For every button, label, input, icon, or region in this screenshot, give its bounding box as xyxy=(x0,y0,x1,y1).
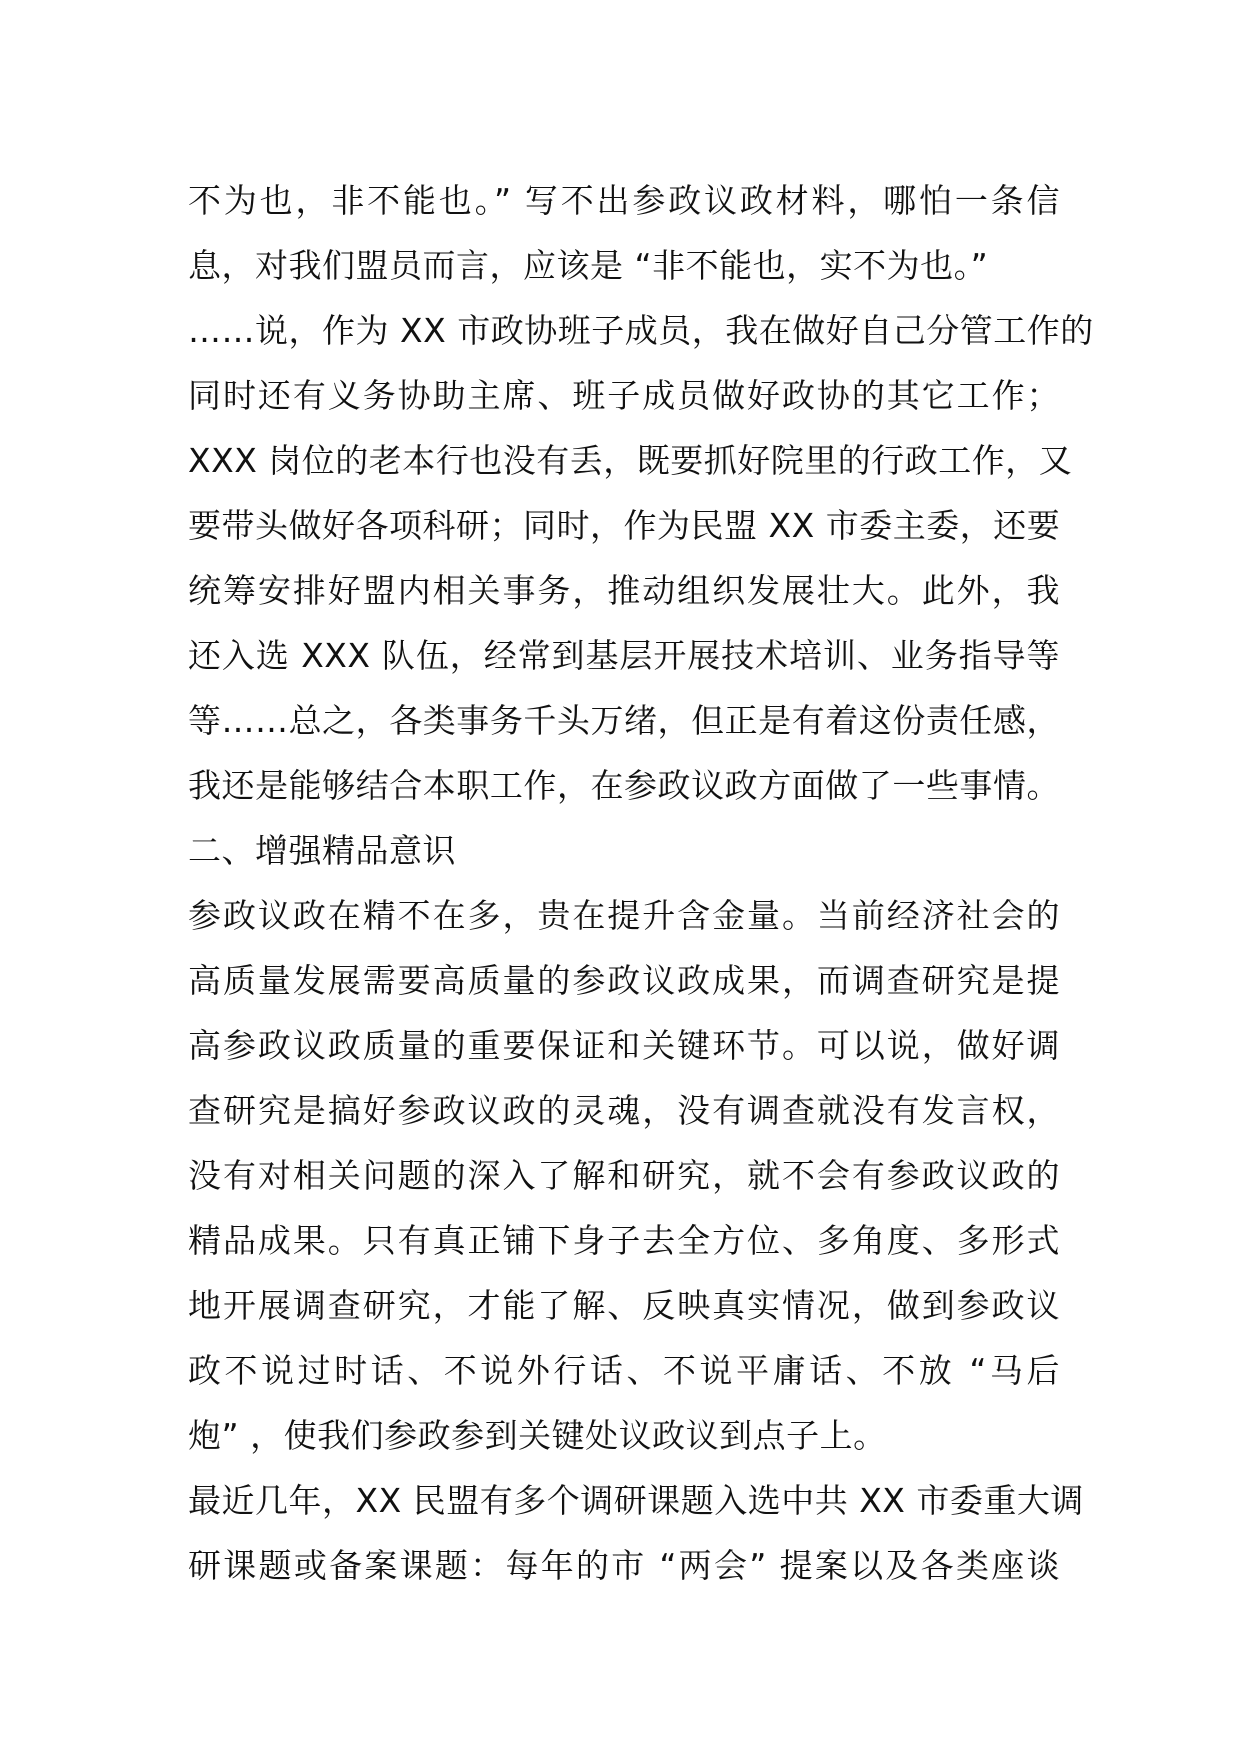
text-line: 参政议政在精不在多，贵在提升含金量。当前经济社会的 xyxy=(188,896,1060,935)
text-line: 精品成果。只有真正铺下身子去全方位、多角度、多形式 xyxy=(188,1221,1060,1260)
text-line: 等……总之，各类事务千头万绪，但正是有着这份责任感， xyxy=(188,701,1060,740)
text-line: 研课题或备案课题：每年的市 “两会” 提案以及各类座谈 xyxy=(188,1546,1060,1585)
text-line: 不为也，非不能也。” 写不出参政议政材料，哪怕一条信 xyxy=(188,181,1060,220)
text-line: ……说，作为 XX 市政协班子成员，我在做好自己分管工作的 xyxy=(188,311,1094,350)
text-line: 高参政议政质量的重要保证和关键环节。可以说，做好调 xyxy=(188,1026,1060,1065)
section-heading: 二、增强精品意识 xyxy=(188,831,456,870)
text-line: 还入选 XXX 队伍，经常到基层开展技术培训、业务指导等 xyxy=(188,636,1060,675)
text-line: 要带头做好各项科研；同时，作为民盟 XX 市委主委，还要 xyxy=(188,506,1061,545)
text-line: 同时还有义务协助主席、班子成员做好政协的其它工作； xyxy=(188,376,1060,415)
text-line: XXX 岗位的老本行也没有丢，既要抓好院里的行政工作，又 xyxy=(188,441,1073,480)
text-line: 最近几年，XX 民盟有多个调研课题入选中共 XX 市委重大调 xyxy=(188,1481,1084,1520)
text-line: 地开展调查研究，才能了解、反映真实情况，做到参政议 xyxy=(188,1286,1060,1325)
text-line: 我还是能够结合本职工作，在参政议政方面做了一些事情。 xyxy=(188,766,1060,805)
text-line: 政不说过时话、不说外行话、不说平庸话、不放 “马后 xyxy=(188,1351,1060,1390)
text-line: 没有对相关问题的深入了解和研究，就不会有参政议政的 xyxy=(188,1156,1060,1195)
text-line: 查研究是搞好参政议政的灵魂，没有调查就没有发言权， xyxy=(188,1091,1060,1130)
text-line: 高质量发展需要高质量的参政议政成果，而调查研究是提 xyxy=(188,961,1060,1000)
text-line: 息，对我们盟员而言，应该是 “非不能也，实不为也。” xyxy=(188,246,989,285)
document-body xyxy=(188,168,1094,1598)
text-line: 炮” ，使我们参政参到关键处议政议到点子上。 xyxy=(188,1416,887,1455)
text-line: 统筹安排好盟内相关事务，推动组织发展壮大。此外，我 xyxy=(188,571,1060,610)
